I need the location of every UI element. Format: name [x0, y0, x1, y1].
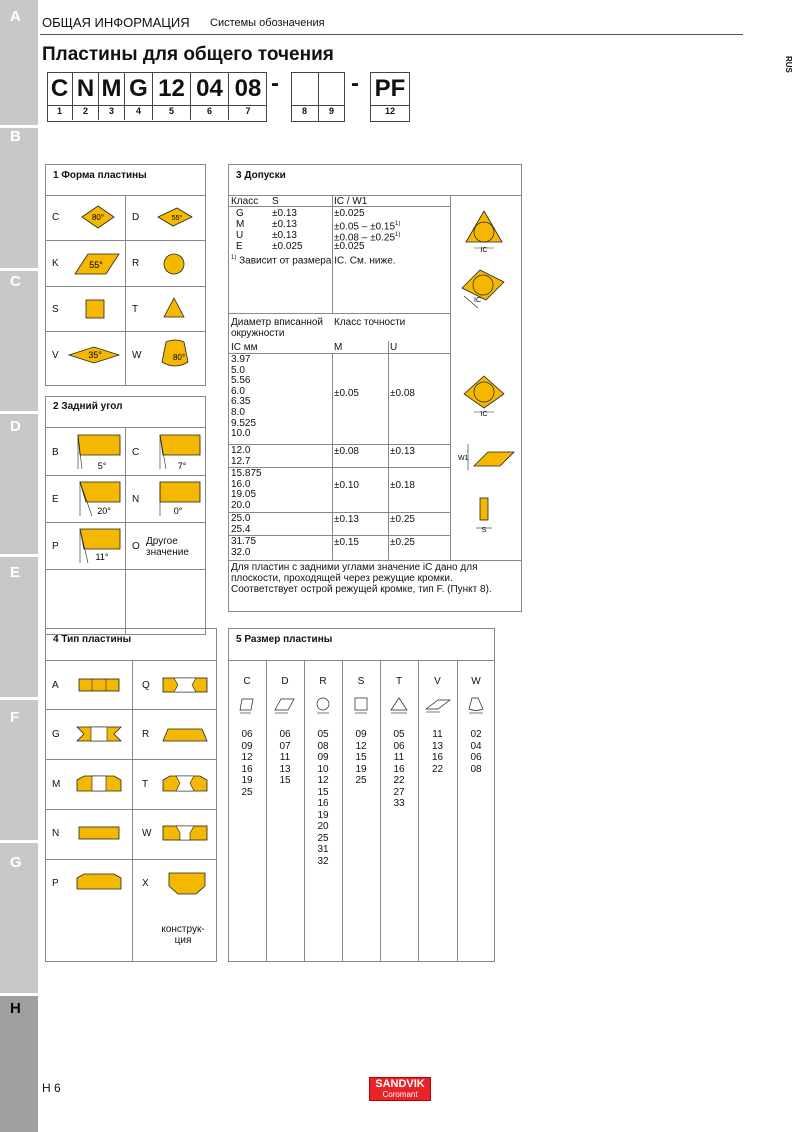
type-code-w: W [142, 828, 152, 839]
code-char-2: N [73, 73, 99, 105]
clearance-angle-b: 5° [97, 461, 107, 471]
type-code-q: Q [142, 680, 150, 691]
subsection-title: Системы обозначения [210, 17, 325, 29]
size-w-icon [466, 696, 486, 716]
language-label: RUS [784, 56, 793, 73]
code-num-12: 12 [384, 106, 395, 116]
type-a-icon [78, 678, 120, 692]
type-n-icon [78, 826, 120, 840]
type-code-t: T [142, 779, 149, 790]
size-c-icon [238, 697, 256, 715]
size-list-t: 05 06 11 16 22 27 33 [393, 729, 405, 809]
shape-angle-v: 35° [88, 350, 102, 360]
code-num-4: 4 [125, 106, 153, 120]
type-heading: 4 Тип пластины [53, 634, 132, 645]
trigon-80-insert-icon [160, 340, 190, 370]
type-code-m: M [52, 779, 61, 790]
shape-code-c: C [52, 212, 60, 223]
code-char-8 [291, 73, 318, 105]
ic-group-4: 25.0 25.4 [231, 513, 251, 535]
ic-label-2: IC [474, 297, 481, 304]
brand-name: SANDVIK [375, 1078, 425, 1090]
tol-footnote: $^{1)}$ Зависит от размера IC. См. ниже. [231, 255, 396, 267]
clearance-5-icon [68, 433, 123, 473]
code-char-5: 12 [153, 73, 191, 105]
section-tab-d[interactable]: D [10, 418, 21, 435]
shape-code-v: V [52, 350, 59, 361]
round-ic-figure [460, 372, 508, 418]
tol-icw-label: IC / W1 [334, 196, 368, 207]
w1-figure [456, 440, 516, 476]
ic-group-1: 3.97 5.0 5.56 6.0 6.35 8.0 9.525 10.0 [231, 354, 257, 440]
size-r-icon [314, 697, 332, 715]
triangle-insert-icon [163, 297, 185, 319]
code-num-8: 8 [301, 106, 307, 116]
parallelogram-55-insert-icon [74, 252, 120, 276]
size-list-c: 06 09 12 16 19 25 [241, 729, 253, 798]
size-s-icon [352, 697, 370, 715]
header-divider [40, 34, 743, 35]
accuracy-label: Класс точности [334, 317, 406, 328]
code-num-6: 6 [191, 106, 229, 120]
size-d-icon [274, 697, 296, 715]
clearance-angle-n: 0° [173, 506, 183, 516]
code-char-4: G [125, 73, 153, 105]
size-list-r: 05 08 09 10 12 15 16 19 20 25 31 32 [317, 729, 329, 867]
code-num-1: 1 [47, 106, 73, 120]
shape-code-k: K [52, 258, 59, 269]
type-x-icon [168, 872, 206, 896]
size-code-r: R [319, 676, 327, 687]
m-label: M [334, 342, 343, 353]
shape-angle-w: 80° [172, 353, 186, 362]
size-v-icon [424, 697, 452, 715]
size-list-s: 09 12 15 19 25 [355, 729, 367, 786]
w1-label: W1 [458, 455, 469, 462]
clearance-other-label: Другое значение [146, 536, 189, 558]
round-insert-icon [163, 253, 185, 275]
rhombic-35-insert-icon [68, 345, 120, 365]
clearance-code-c: C [132, 447, 140, 458]
thickness-s-figure [472, 496, 496, 536]
type-m-icon [76, 775, 122, 793]
size-list-d: 06 07 11 13 15 [279, 729, 291, 786]
type-code-n: N [52, 828, 60, 839]
tolerance-note: Для пластин с задними углами значение iC дано для плоскости, проходящей через режущие кромки. Соответствует острой режущей кромке, тип F. (Пункт 8). [231, 562, 492, 595]
ic-label-1: IC [480, 247, 488, 254]
page-title: Пластины для общего точения [42, 44, 334, 65]
ic-mm-label: IC мм [231, 342, 258, 353]
ic-group-1-u: ±0.08 [390, 388, 415, 399]
ic-group-3-m: ±0.10 [334, 480, 359, 491]
type-r-icon [162, 726, 208, 742]
tol-class-g: G [236, 208, 244, 219]
code-char-7: 08 [234, 75, 262, 102]
type-custom-label: конструк-ция [161, 924, 205, 946]
code-char-1: C [47, 73, 73, 105]
size-list-v: 11 13 16 22 [431, 729, 444, 775]
tol-class-e: E [236, 241, 243, 252]
code-num-2: 2 [73, 106, 99, 120]
tol-class-label: Класс [231, 196, 259, 207]
clearance-20-icon [68, 480, 123, 520]
clearance-code-p: P [52, 541, 59, 552]
clearance-code-o: O [132, 541, 140, 552]
clearance-7-icon [148, 433, 203, 473]
type-code-r: R [142, 729, 150, 740]
shape-code-r: R [132, 258, 140, 269]
size-code-w: W [471, 676, 481, 687]
tol-s-e: ±0.025 [272, 241, 303, 252]
rhombic-55-insert-icon [157, 207, 193, 227]
section-tab-a[interactable]: A [10, 8, 21, 25]
size-code-d: D [281, 676, 289, 687]
size-t-icon [389, 697, 409, 715]
section-tab-e[interactable]: E [10, 564, 21, 581]
code-dash-2: - [351, 70, 359, 97]
section-tab-c[interactable]: C [10, 273, 21, 290]
shape-code-d: D [132, 212, 140, 223]
shape-angle-d: 55° [171, 215, 183, 222]
code-dash-1: - [271, 70, 279, 97]
u-label: U [390, 342, 398, 353]
type-code-x: X [142, 878, 149, 889]
section-tab-f[interactable]: F [10, 709, 20, 726]
section-tab-g[interactable]: G [10, 854, 22, 871]
code-num-3: 3 [99, 106, 125, 120]
clearance-code-e: E [52, 494, 59, 505]
ic-group-2-m: ±0.08 [334, 446, 359, 457]
section-title: ОБЩАЯ ИНФОРМАЦИЯ [42, 15, 190, 30]
square-insert-icon [85, 299, 105, 319]
clearance-angle-p: 11° [95, 552, 109, 562]
code-char-3: M [99, 73, 125, 105]
tol-s-u: ±0.13 [272, 230, 297, 241]
size-code-s: S [357, 676, 365, 687]
size-heading: 5 Размер пластины [236, 634, 333, 645]
rhombic-ic-figure [458, 268, 510, 310]
tol-class-m: M [236, 219, 245, 230]
triangle-ic-figure [462, 208, 506, 254]
size-list-w: 02 04 06 08 [470, 729, 482, 775]
shape-heading: 1 Форма пластины [53, 170, 147, 181]
tol-ic-u: $\pm 0.08 - \pm 0.25^{1)}$ [334, 232, 401, 244]
code-char-9 [318, 73, 345, 105]
type-code-g: G [52, 729, 60, 740]
type-t-icon [162, 775, 208, 793]
type-w-icon [162, 825, 208, 841]
ic-group-5: 31.75 32.0 [231, 536, 257, 558]
ic-group-1-m: ±0.05 [334, 388, 359, 399]
size-code-c: C [243, 676, 251, 687]
ic-label-3: IC [480, 411, 488, 418]
clearance-0-icon [148, 480, 203, 520]
code-num-5: 5 [153, 106, 191, 120]
section-tab-h[interactable]: H [10, 1000, 21, 1017]
tol-s-g: ±0.13 [272, 208, 297, 219]
type-g-icon [76, 726, 122, 742]
ic-group-4-m: ±0.13 [334, 514, 359, 525]
section-tab-b[interactable]: B [10, 128, 21, 145]
tol-ic-g: ±0.025 [334, 208, 365, 219]
ic-group-2-u: ±0.13 [390, 446, 415, 457]
shape-angle-k: 55° [89, 260, 103, 270]
section-index-bar [0, 0, 38, 1132]
shape-angle-c: 80° [91, 213, 105, 222]
shape-code-w: W [132, 350, 142, 361]
code-num-9: 9 [328, 106, 334, 116]
type-q-icon [162, 677, 208, 693]
tol-ic-e: ±0.025 [334, 241, 365, 252]
s-label: S [481, 527, 487, 534]
tol-class-u: U [236, 230, 244, 241]
type-code-p: P [52, 878, 59, 889]
type-code-a: A [52, 680, 59, 691]
tolerance-heading: 3 Допуски [236, 170, 286, 181]
clearance-heading: 2 Задний угол [53, 401, 123, 412]
ic-group-4-u: ±0.25 [390, 514, 415, 525]
clearance-code-n: N [132, 494, 140, 505]
brand-sub: Coromant [382, 1090, 418, 1099]
ic-group-2: 12.0 12.7 [231, 445, 251, 467]
clearance-angle-c: 7° [177, 461, 187, 471]
size-code-v: V [434, 676, 441, 687]
code-char-12: PF [374, 75, 406, 102]
diam-label: Диаметр вписанной окружности [231, 317, 324, 339]
tol-s-m: ±0.13 [272, 219, 297, 230]
tol-ic-m: $\pm 0.05 - \pm 0.15^{1)}$ [334, 221, 401, 233]
rhombic-80-insert-icon [80, 205, 116, 229]
code-num-7: 7 [245, 106, 251, 116]
clearance-angle-e: 20° [97, 506, 111, 516]
ic-group-5-u: ±0.25 [390, 537, 415, 548]
code-char-6: 04 [191, 73, 229, 105]
tol-s-label: S [272, 196, 279, 207]
sandvik-logo [369, 1077, 431, 1101]
type-p-icon [76, 873, 122, 891]
clearance-code-b: B [52, 447, 59, 458]
size-code-t: T [395, 676, 403, 687]
ic-group-3-u: ±0.18 [390, 480, 415, 491]
shape-code-s: S [52, 304, 59, 315]
shape-code-t: T [132, 304, 139, 315]
page-number: H 6 [42, 1081, 61, 1095]
clearance-11-icon [68, 527, 123, 567]
ic-group-5-m: ±0.15 [334, 537, 359, 548]
ic-group-3: 15.875 16.0 19.05 20.0 [231, 468, 262, 511]
